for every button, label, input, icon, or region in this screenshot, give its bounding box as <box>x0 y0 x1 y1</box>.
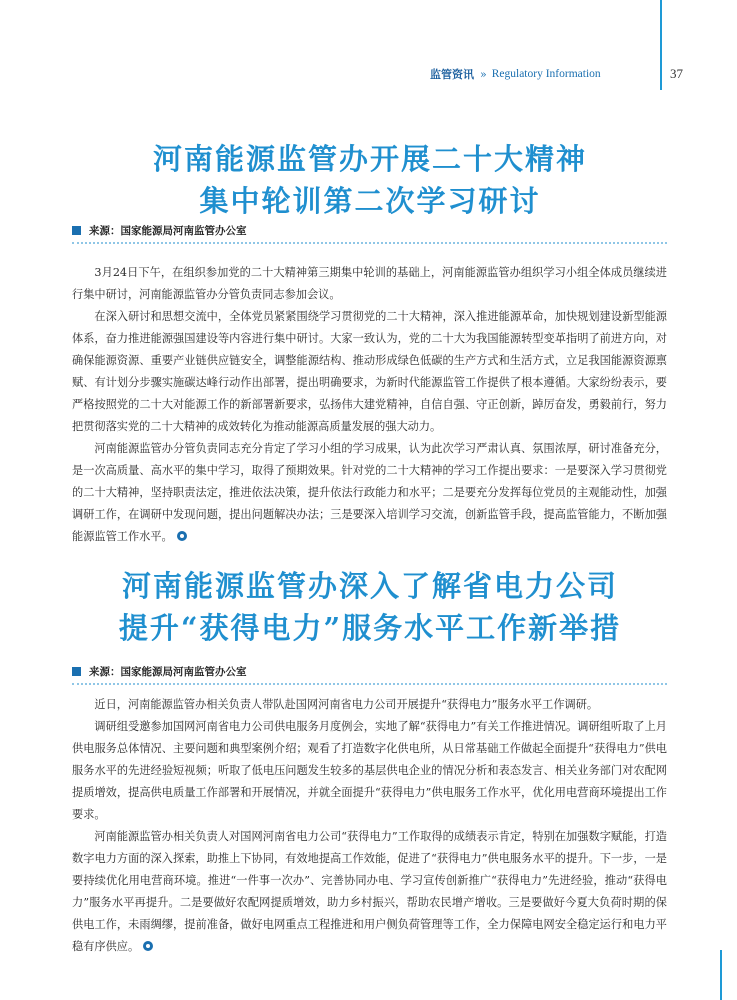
paragraph: 近日，河南能源监管办相关负责人带队赴国网河南省电力公司开展提升“获得电力”服务水平工作调研。 <box>94 698 599 711</box>
end-mark-icon <box>177 531 187 541</box>
paragraph-last <box>72 438 667 548</box>
double-chevron-icon: » <box>480 67 487 81</box>
paragraph: 调研组受邀参加国网河南省电力公司供电服务月度例会，实地了解“获得电力”有关工作推进情况。调研组听取了上月供电服务总体情况、主要问题和典型案例介绍；观看了打造数字化供电所，从日常基础工作做起全面提升“获得电力”供电服务水平的先进经验短视频；听取了低电压问题发生较多的基层供电企业的情况分析和表态发言、相关业务部门对农配网提质增效，提高供电质量工作部署和开展情况，并就全面提升“获得电力”供电服务工作水平，优化用电营商环境提出工作要求。 <box>72 720 667 821</box>
paragraph: 3月24日下午，在组织参加党的二十大精神第三期集中轮训的基础上，河南能源监管办组织学习小组全体成员继续进行集中研讨，河南能源监管办分管负责同志参加会议。 <box>72 266 667 301</box>
dotted-divider <box>72 242 667 244</box>
dotted-divider <box>72 683 667 685</box>
running-header <box>430 66 720 82</box>
article1-source <box>72 223 247 237</box>
article1-title <box>40 138 700 222</box>
article2-title-line: 河南能源监管办深入了解省电力公司 <box>121 569 618 603</box>
article1-title-line: 河南能源监管办开展二十大精神 <box>152 142 587 176</box>
article2-body <box>72 694 667 958</box>
footer-accent-rule <box>720 950 722 1000</box>
article1-title-line: 集中轮训第二次学习研讨 <box>199 184 541 218</box>
article2-title <box>40 565 700 649</box>
source-label: 来源： <box>89 224 121 237</box>
paragraph-text: 河南能源监管办相关负责人对国网河南省电力公司“获得电力”工作取得的成绩表示肯定，特别在加强数字赋能，打造数字电力方面的深入探索，助推上下协同，有效地提高工作效能，促进了“获得电力”供电服务水平的提升。下一步，一是要持续优化用电营商环境。推进“一件事一次办”、完善协同办电、学习宣传创新推广“获得电力”先进经验，推动“获得电力”服务水平再提升。二是要做好农配网提质增效，助力乡村振兴，帮助农民增产增收。三是要做好今夏大负荷时期的保供电工作，未雨绸缪，提前准备，做好电网重点工程推进和用户侧负荷管理等工作，全力保障电网安全稳定运行和电力平稳有序供应。 <box>72 830 667 953</box>
source-label: 来源： <box>89 665 121 678</box>
source-text: 国家能源局河南监管办公室 <box>120 665 247 678</box>
end-mark-icon <box>143 941 153 951</box>
square-bullet-icon <box>72 667 81 676</box>
article2-title-line: 提升“获得电力”服务水平工作新举措 <box>118 611 622 645</box>
paragraph-last <box>72 826 667 958</box>
paragraph-text: 河南能源监管办分管负责同志充分肯定了学习小组的学习成果，认为此次学习严肃认真、氛围浓厚，研讨准备充分，是一次高质量、高水平的集中学习，取得了预期效果。针对党的二十大精神的学习工作提出要求：一是要深入学习贯彻党的二十大精神，坚持职责法定，推进依法决策，提升依法行政能力和水平；二是要充分发挥每位党员的主观能动性，加强调研工作，在调研中发现问题，提出问题解决办法；三是要深入培训学习交流，创新监管手段，提高监管能力，不断加强能源监管工作水平。 <box>72 442 667 543</box>
square-bullet-icon <box>72 226 81 235</box>
source-text: 国家能源局河南监管办公室 <box>120 224 247 237</box>
article2-source <box>72 664 247 678</box>
section-name: 监管资讯 <box>430 68 474 81</box>
paragraph: 在深入研讨和思想交流中，全体党员紧紧围绕学习贯彻党的二十大精神，深入推进能源革命，加快规划建设新型能源体系，奋力推进能源强国建设等内容进行集中研讨。大家一致认为，党的二十大为我国能源转型变革指明了前进方向，对确保能源资源、重要产业链供应链安全，调整能源结构、推动形成绿色低碳的生产方式和生活方式，立足我国能源资源禀赋、有计划分步骤实施碳达峰行动作出部署，提出明确要求，为新时代能源监管工作提供了根本遵循。大家纷纷表示，要严格按照党的二十大对能源工作的新部署新要求，弘扬伟大建党精神，自信自强、守正创新，踔厉奋发，勇毅前行，努力把贯彻落实党的二十大精神的成效转化为推动能源高质量发展的强大动力。 <box>72 310 667 433</box>
section-name-en: Regulatory Information <box>491 68 601 80</box>
page-number: 37 <box>670 66 683 81</box>
article1-body <box>72 262 667 548</box>
